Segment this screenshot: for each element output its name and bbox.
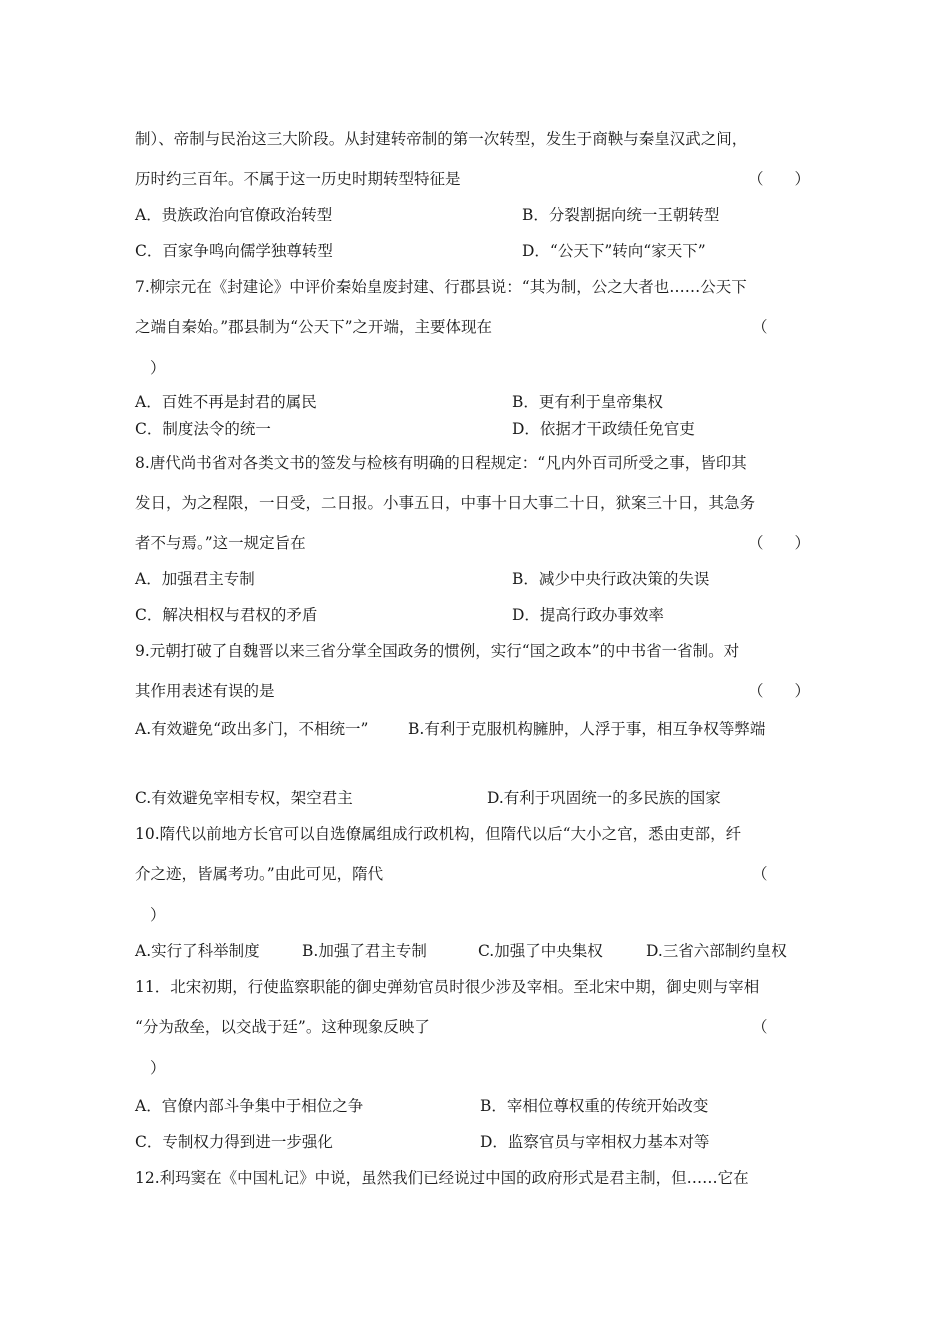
- q11-option-c: C．专制权力得到进一步强化: [135, 1133, 333, 1151]
- q10-option-a: A.实行了科举制度: [135, 942, 260, 960]
- q6-option-c: C．百家争鸣向儒学独尊转型: [135, 242, 333, 260]
- q8-option-d: D．提高行政办事效率: [512, 606, 664, 624]
- q11-option-d: D．监察官员与宰相权力基本对等: [480, 1133, 710, 1151]
- q6-option-d: D．“公天下”转向“家天下”: [522, 242, 706, 260]
- q9-line-2: 其作用表述有误的是: [135, 682, 275, 700]
- q7-line-2: 之端自秦始。”郡县制为“公天下”之开端，主要体现在: [135, 318, 493, 336]
- q6-answer-paren: （ ）: [748, 170, 811, 188]
- q8-line-3: 者不与焉。”这一规定旨在: [135, 534, 306, 552]
- q9-option-b: B.有利于克服机构臃肿，人浮于事，相互争权等弊端: [408, 720, 766, 738]
- q7-line-1: 7.柳宗元在《封建论》中评价秦始皇废封建、行郡县说：“其为制，公之大者也……公天下: [135, 278, 747, 296]
- q12-line-1: 12.利玛窦在《中国札记》中说，虽然我们已经说过中国的政府形式是君主制，但……它在: [135, 1169, 749, 1187]
- q6-option-b: B．分裂割据向统一王朝转型: [522, 206, 720, 224]
- q10-line-1: 10.隋代以前地方长官可以自选僚属组成行政机构，但隋代以后“大小之官，悉由吏部，纤: [135, 825, 742, 843]
- q7-paren-open: （: [752, 318, 768, 336]
- q6-line-2: 历时约三百年。不属于这一历史时期转型特征是: [135, 170, 461, 188]
- q9-option-a: A.有效避免“政出多门，不相统一”: [135, 720, 369, 738]
- q11-option-b: B．宰相位尊权重的传统开始改变: [480, 1097, 709, 1115]
- q7-option-c: C．制度法令的统一: [135, 420, 271, 438]
- q10-option-b: B.加强了君主专制: [302, 942, 427, 960]
- q11-paren-open: （: [752, 1018, 768, 1036]
- q7-option-a: A．百姓不再是封君的属民: [135, 393, 317, 411]
- q10-paren-close: ）: [150, 906, 166, 924]
- q11-line-1: 11．北宋初期，行使监察职能的御史弹劾官员时很少涉及宰相。至北宋中期，御史则与宰相: [135, 978, 760, 996]
- q8-option-b: B．减少中央行政决策的失误: [512, 570, 710, 588]
- q9-option-d: D.有利于巩固统一的多民族的国家: [487, 789, 721, 807]
- q10-option-d: D.三省六部制约皇权: [646, 942, 787, 960]
- q9-line-1: 9.元朝打破了自魏晋以来三省分掌全国政务的惯例，实行“国之政本”的中书省一省制。对: [135, 642, 740, 660]
- q9-option-c: C.有效避免宰相专权，架空君主: [135, 789, 353, 807]
- q10-option-c: C.加强了中央集权: [478, 942, 603, 960]
- q8-option-c: C．解决相权与君权的矛盾: [135, 606, 318, 624]
- q8-option-a: A．加强君主专制: [135, 570, 255, 588]
- q8-line-2: 发日，为之程限，一日受，二日报。小事五日，中事十日大事二十日，狱案三十日，其急务: [135, 494, 756, 512]
- q8-answer-paren: （ ）: [748, 534, 811, 552]
- q10-paren-open: （: [752, 865, 768, 883]
- q8-line-1: 8.唐代尚书省对各类文书的签发与检核有明确的日程规定：“凡内外百司所受之事，皆印其: [135, 454, 747, 472]
- q7-option-d: D．依据才干政绩任免官吏: [512, 420, 695, 438]
- q7-paren-close: ）: [150, 359, 166, 377]
- q11-line-2: “分为敌垒，以交战于廷”。这种现象反映了: [135, 1018, 430, 1036]
- q7-option-b: B．更有利于皇帝集权: [512, 393, 663, 411]
- q6-option-a: A．贵族政治向官僚政治转型: [135, 206, 333, 224]
- q9-answer-paren: （ ）: [748, 682, 811, 700]
- q6-line-1: 制）、帝制与民治这三大阶段。从封建转帝制的第一次转型，发生于商鞅与秦皇汉武之间，: [135, 130, 748, 148]
- q10-line-2: 介之迹，皆属考功。”由此可见，隋代: [135, 865, 384, 883]
- q11-option-a: A．官僚内部斗争集中于相位之争: [135, 1097, 364, 1115]
- q11-paren-close: ）: [150, 1059, 166, 1077]
